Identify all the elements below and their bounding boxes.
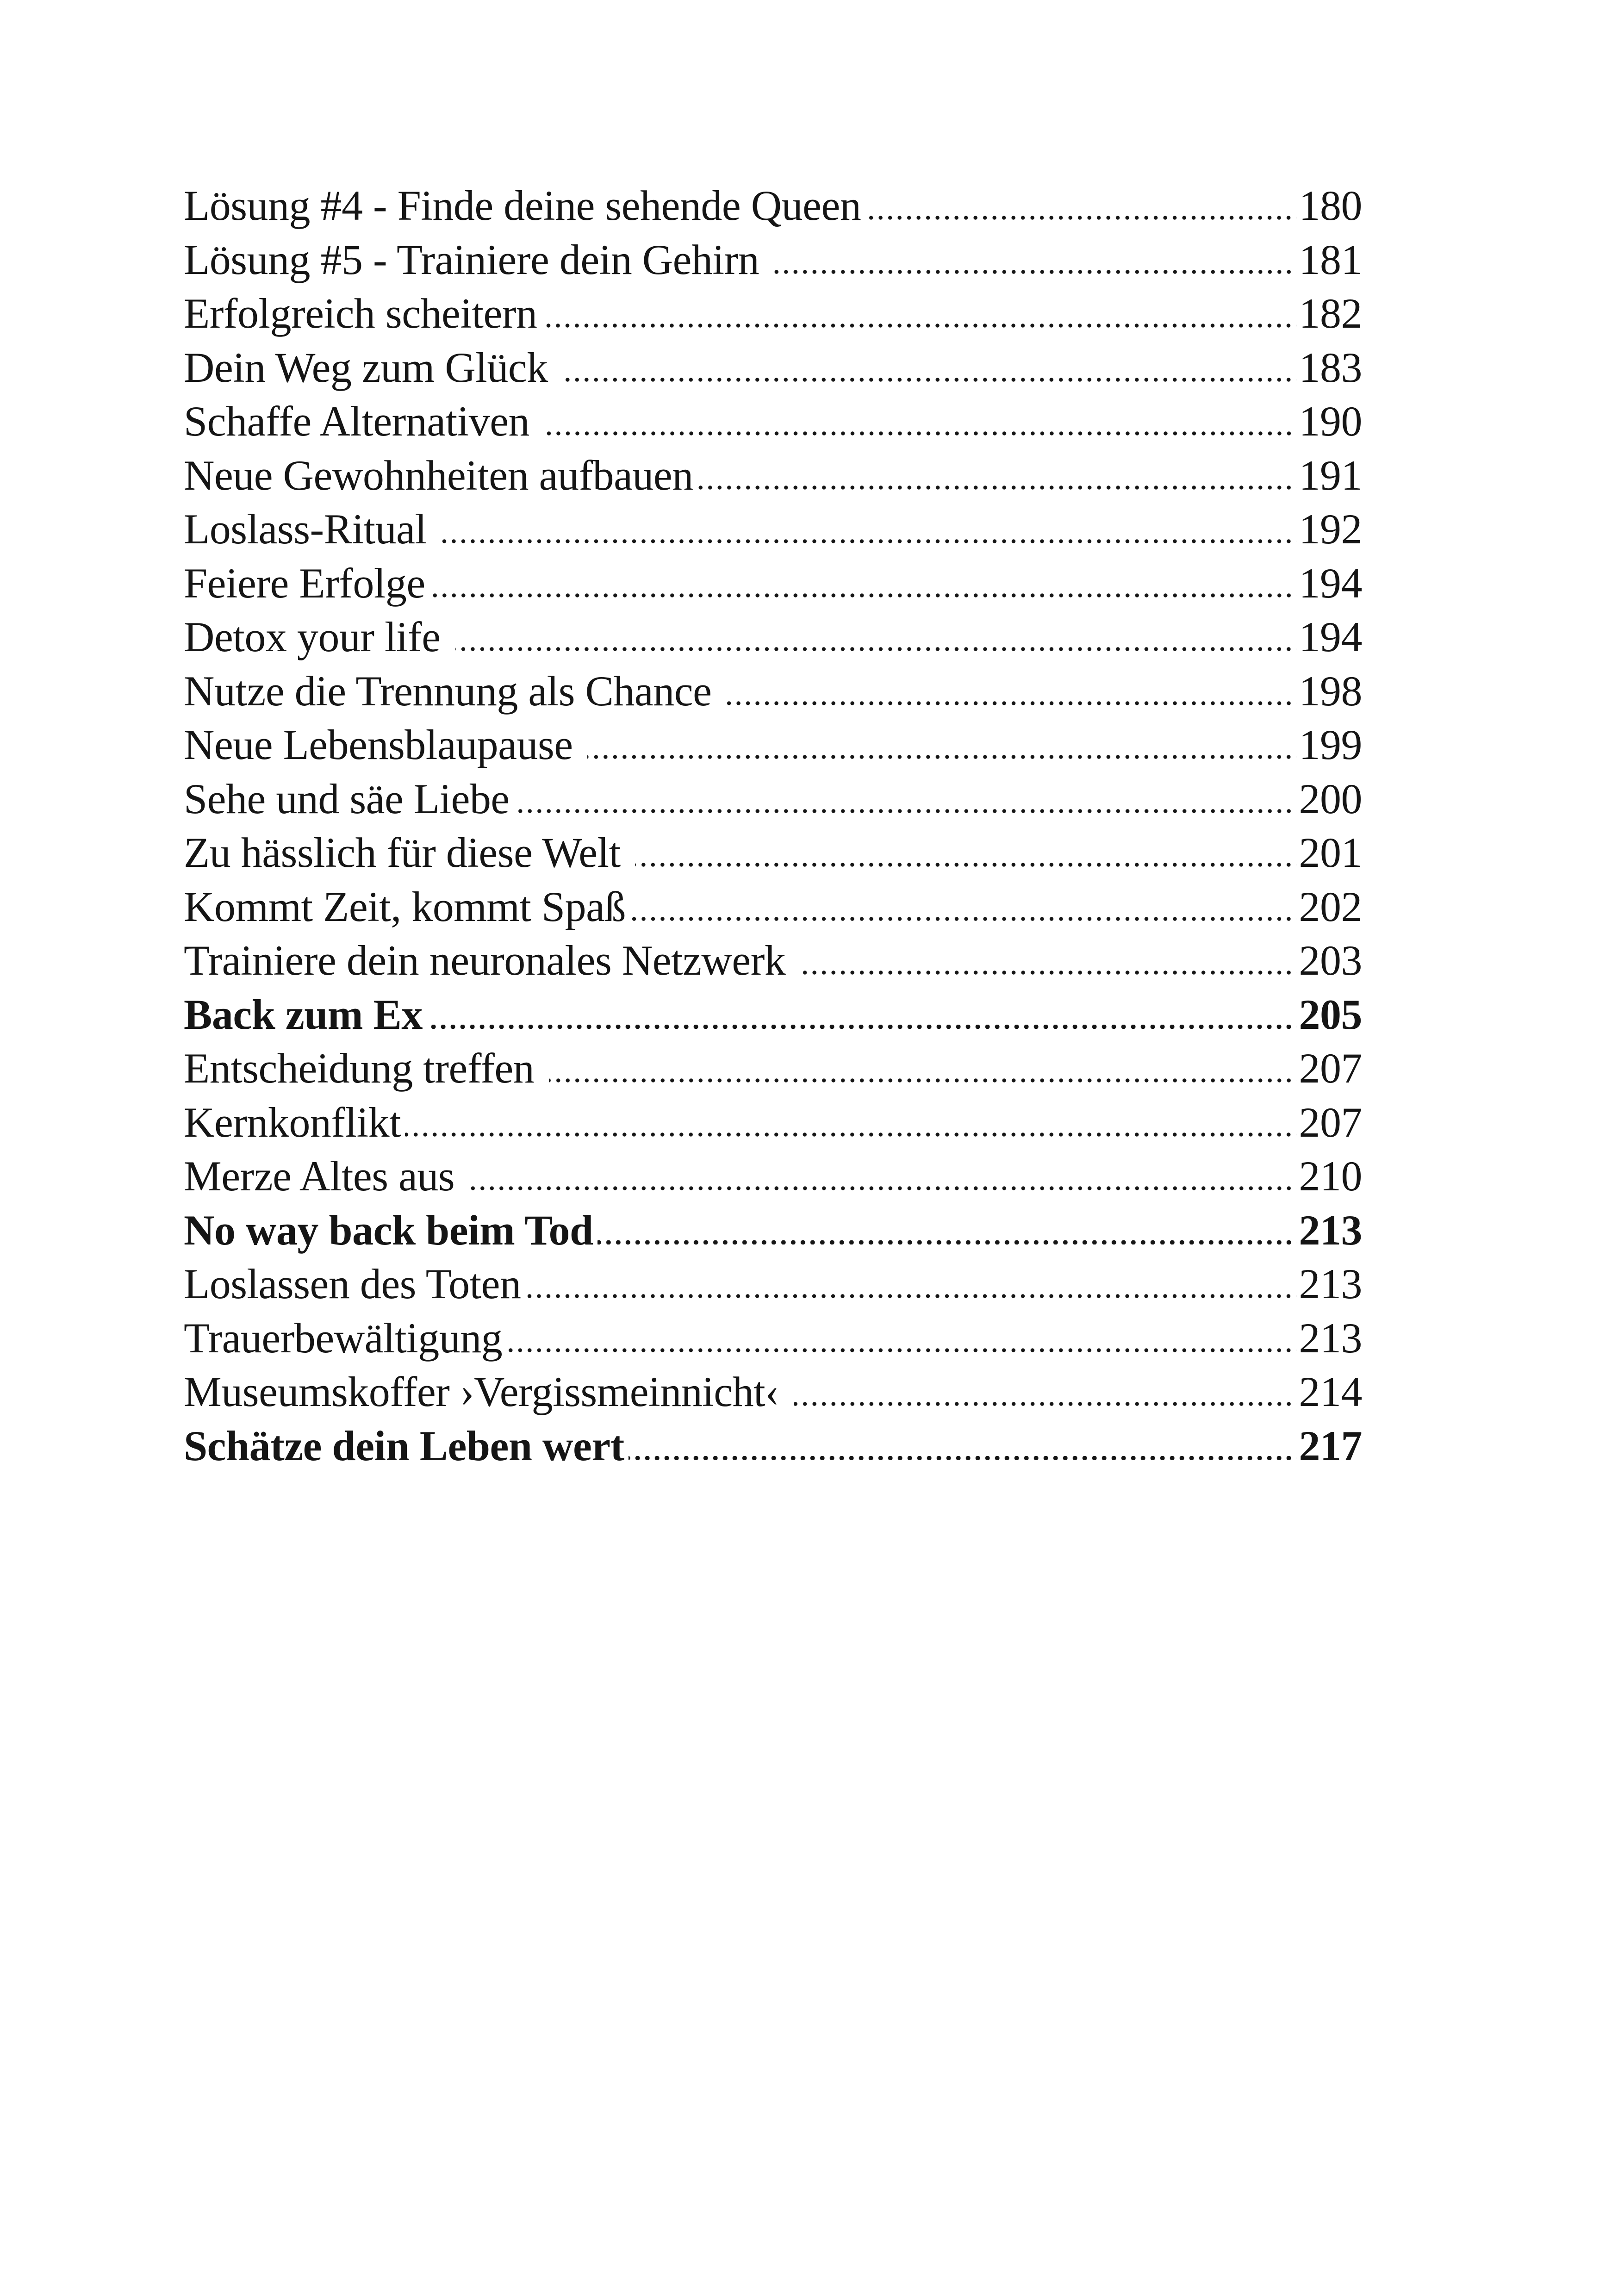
- toc-entry: [184, 1257, 1362, 1311]
- toc-entry: [184, 1419, 1362, 1473]
- toc-entry-title: Loslassen des Toten: [184, 1260, 521, 1307]
- toc-entry-title: Erfolgreich scheitern: [184, 290, 537, 337]
- toc-entry-page-number: 213: [1299, 1314, 1362, 1362]
- toc-leader-dots: [794, 1402, 1296, 1406]
- toc-leader-dots: [697, 485, 1296, 490]
- toc-entry-title: No way back beim Tod: [184, 1206, 593, 1254]
- toc-entry-page-number: 190: [1299, 398, 1362, 445]
- toc-entry-page-number: 203: [1299, 937, 1362, 984]
- toc-entry: [184, 1095, 1362, 1150]
- toc-entry: [184, 179, 1362, 233]
- toc-entry: [184, 1149, 1362, 1203]
- toc-entry-title: Kernkonflikt: [184, 1098, 401, 1146]
- toc-leader-dots: [549, 1078, 1296, 1083]
- toc-entry: [184, 394, 1362, 448]
- toc-leader-dots: [541, 324, 1296, 328]
- toc-entry: [184, 1311, 1362, 1365]
- toc-entry: [184, 1203, 1362, 1257]
- toc-entry-title: Kommt Zeit, kommt Spaß: [184, 883, 626, 930]
- toc-entry: [184, 286, 1362, 341]
- toc-entry: [184, 1041, 1362, 1095]
- toc-entry-page-number: 200: [1299, 775, 1362, 822]
- toc-list: [184, 179, 1362, 1473]
- toc-leader-dots: [800, 971, 1296, 975]
- toc-entry: [184, 933, 1362, 988]
- toc-leader-dots: [514, 809, 1296, 813]
- toc-entry-title: Lösung #5 - Trainiere dein Gehirn: [184, 236, 770, 283]
- toc-entry-title: Zu hässlich für diese Welt: [184, 829, 631, 876]
- toc-entry: [184, 502, 1362, 556]
- toc-entry-page-number: 180: [1299, 182, 1362, 229]
- toc-entry-page-number: 194: [1299, 559, 1362, 607]
- toc-entry-title: Neue Gewohnheiten aufbauen: [184, 451, 693, 499]
- toc-entry-title: Neue Lebensblaupause: [184, 721, 584, 768]
- toc-entry: [184, 610, 1362, 664]
- toc-entry-title: Nutze die Trennung als Chance: [184, 667, 722, 715]
- toc-leader-dots: [865, 216, 1296, 220]
- toc-leader-dots: [587, 755, 1296, 759]
- toc-entry-title: Detox your life: [184, 613, 451, 660]
- toc-entry: [184, 988, 1362, 1042]
- toc-entry: [184, 880, 1362, 934]
- toc-entry-title: Trauerbewältigung: [184, 1314, 503, 1362]
- toc-leader-dots: [726, 701, 1296, 705]
- toc-leader-dots: [455, 647, 1296, 651]
- toc-leader-dots: [525, 1294, 1296, 1298]
- toc-entry-page-number: 198: [1299, 667, 1362, 715]
- toc-entry-page-number: 217: [1299, 1422, 1362, 1469]
- toc-entry-page-number: 213: [1299, 1206, 1362, 1254]
- toc-leader-dots: [469, 1186, 1296, 1190]
- toc-entry-page-number: 191: [1299, 451, 1362, 499]
- toc-entry-page-number: 213: [1299, 1260, 1362, 1307]
- toc-entry: [184, 664, 1362, 718]
- toc-entry-page-number: 181: [1299, 236, 1362, 283]
- toc-entry-page-number: 201: [1299, 829, 1362, 876]
- toc-entry-title: Merze Altes aus: [184, 1152, 465, 1200]
- toc-entry: [184, 772, 1362, 826]
- toc-entry: [184, 233, 1362, 287]
- toc-entry: [184, 718, 1362, 772]
- toc-entry-page-number: 199: [1299, 721, 1362, 768]
- toc-entry-page-number: 194: [1299, 613, 1362, 660]
- toc-leader-dots: [629, 1456, 1296, 1460]
- toc-leader-dots: [427, 1025, 1296, 1029]
- toc-entry-page-number: 202: [1299, 883, 1362, 930]
- toc-entry-title: Dein Weg zum Glück: [184, 343, 559, 391]
- toc-entry-title: Feiere Erfolge: [184, 559, 425, 607]
- toc-entry: [184, 341, 1362, 395]
- toc-entry-title: Schätze dein Leben wert: [184, 1422, 624, 1469]
- toc-entry-page-number: 205: [1299, 990, 1362, 1038]
- toc-entry-title: Trainiere dein neuronales Netzwerk: [184, 937, 796, 984]
- toc-leader-dots: [429, 593, 1296, 597]
- toc-entry-page-number: 214: [1299, 1368, 1362, 1415]
- toc-entry-title: Lösung #4 - Finde deine sehende Queen: [184, 182, 861, 229]
- toc-entry-page-number: 207: [1299, 1098, 1362, 1146]
- toc-entry-page-number: 183: [1299, 343, 1362, 391]
- toc-entry-title: Schaffe Alternativen: [184, 398, 540, 445]
- toc-leader-dots: [544, 431, 1296, 436]
- toc-leader-dots: [441, 539, 1296, 543]
- toc-entry: [184, 1365, 1362, 1419]
- toc-leader-dots: [405, 1132, 1296, 1137]
- toc-entry: [184, 448, 1362, 503]
- toc-entry: [184, 556, 1362, 610]
- toc-entry-page-number: 182: [1299, 290, 1362, 337]
- toc-entry-page-number: 192: [1299, 505, 1362, 553]
- toc-leader-dots: [506, 1348, 1296, 1352]
- toc-leader-dots: [562, 378, 1296, 382]
- toc-entry-page-number: 210: [1299, 1152, 1362, 1200]
- toc-leader-dots: [597, 1240, 1296, 1244]
- toc-leader-dots: [635, 863, 1296, 867]
- toc-entry: [184, 826, 1362, 880]
- toc-entry-title: Museumskoffer ›Vergissmeinnicht‹: [184, 1368, 790, 1415]
- toc-entry-title: Back zum Ex: [184, 990, 423, 1038]
- toc-entry-title: Entscheidung treffen: [184, 1045, 545, 1092]
- toc-entry-title: Loslass-Ritual: [184, 505, 437, 553]
- toc-entry-page-number: 207: [1299, 1045, 1362, 1092]
- toc-leader-dots: [630, 917, 1296, 921]
- toc-leader-dots: [774, 270, 1296, 274]
- toc-entry-title: Sehe und säe Liebe: [184, 775, 510, 822]
